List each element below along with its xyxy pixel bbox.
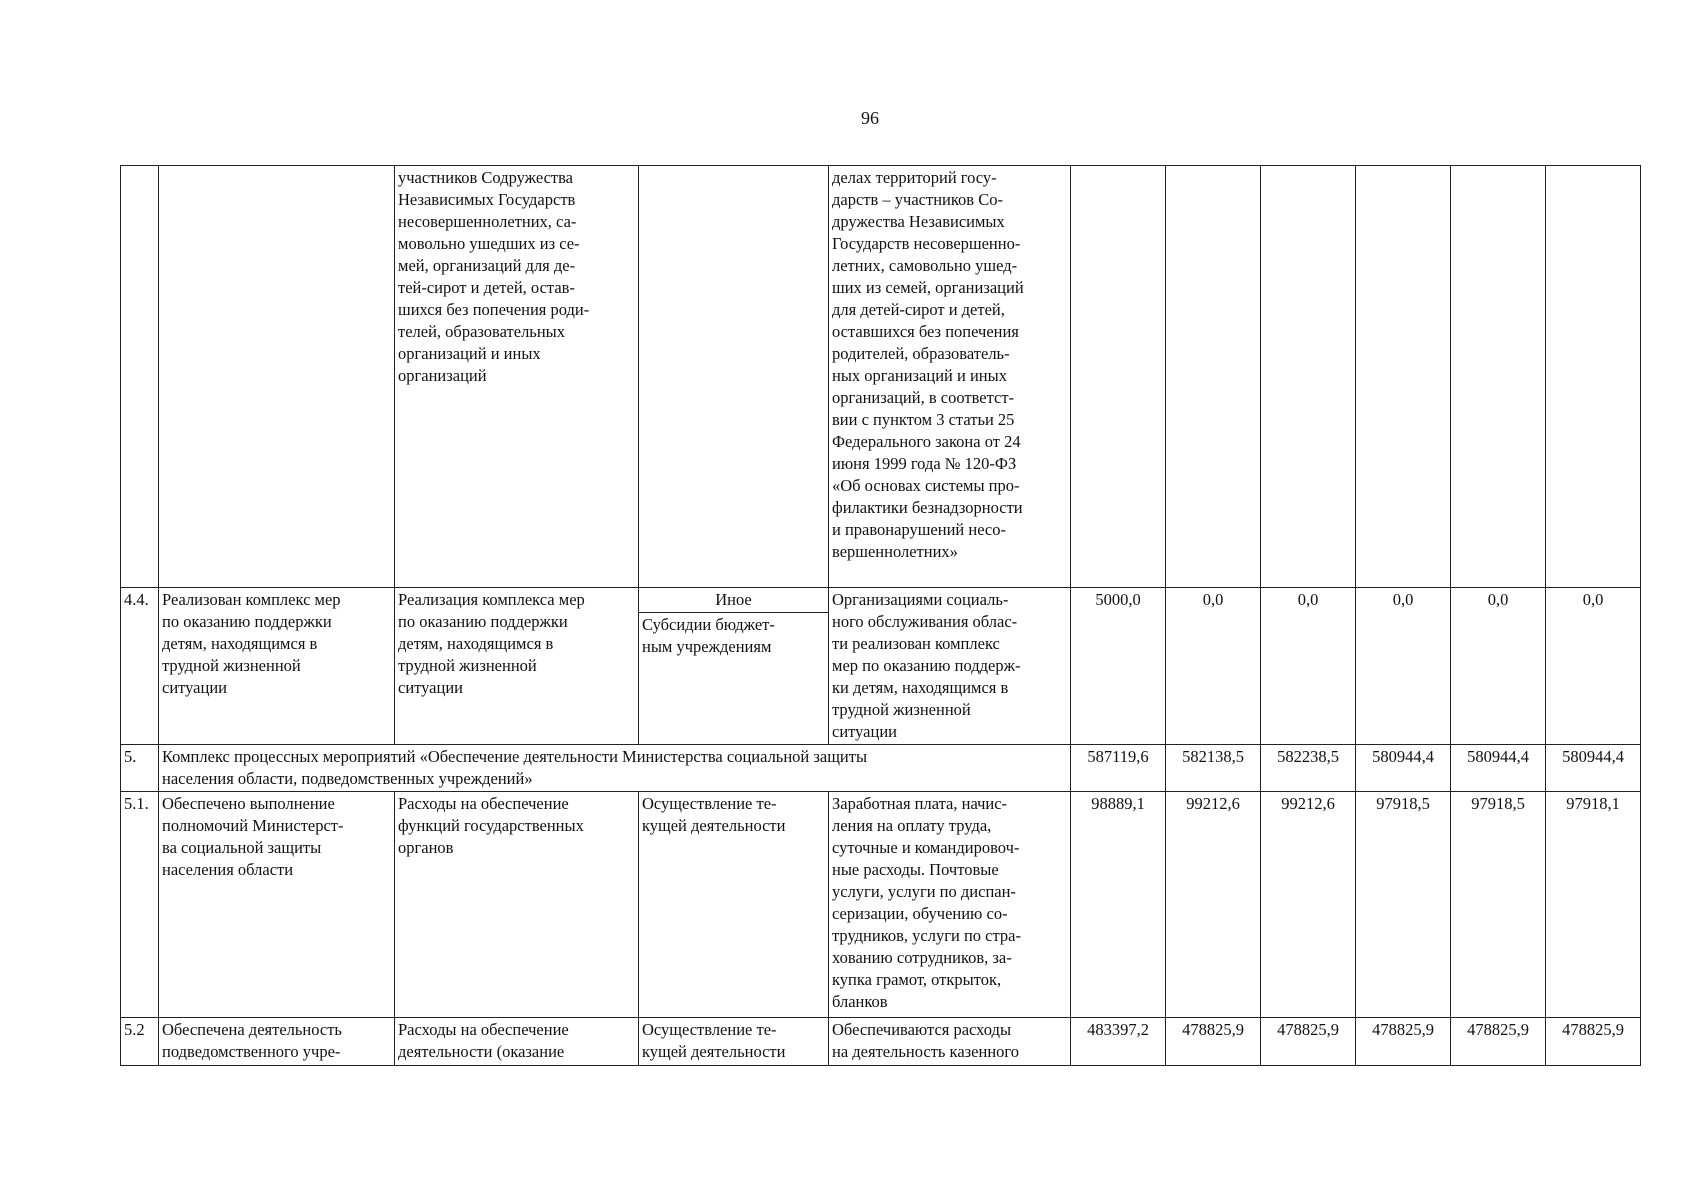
cell-index bbox=[121, 166, 159, 588]
cell-value: 0,0 bbox=[1261, 588, 1356, 745]
cell-result: Обеспечено выполнение полномочий Министерст- ва социальной защиты населения области bbox=[159, 792, 395, 1018]
row-index: 5.2 bbox=[121, 1018, 159, 1066]
cell-value: 97918,5 bbox=[1451, 792, 1546, 1018]
cell-value: 478825,9 bbox=[1356, 1018, 1451, 1066]
cell-type: Субсидии бюджет- ным учреждениям bbox=[639, 613, 829, 745]
cell-value: 580944,4 bbox=[1546, 745, 1641, 792]
section-title: Комплекс процессных мероприятий «Обеспечение деятельности Министерства социальной защиты населения области, подведомственных учреждений» bbox=[159, 745, 1071, 792]
cell-measure: Расходы на обеспечение функций государственных органов bbox=[395, 792, 639, 1018]
cell-type: Осуществление те- кущей деятельности bbox=[639, 1018, 829, 1066]
cell-result: Реализован комплекс мер по оказанию поддержки детям, находящимся в трудной жизненной ситуации bbox=[159, 588, 395, 745]
cell-type-header: Иное bbox=[639, 588, 829, 613]
cell-value: 0,0 bbox=[1546, 588, 1641, 745]
cell-value: 5000,0 bbox=[1071, 588, 1166, 745]
cell-value: 0,0 bbox=[1166, 588, 1261, 745]
cell-value: 582138,5 bbox=[1166, 745, 1261, 792]
cell-result bbox=[159, 166, 395, 588]
cell-type bbox=[639, 166, 829, 588]
cell-value: 0,0 bbox=[1451, 588, 1546, 745]
cell-value: 0,0 bbox=[1356, 588, 1451, 745]
cell-value: 478825,9 bbox=[1166, 1018, 1261, 1066]
cell-value bbox=[1356, 166, 1451, 588]
cell-value: 478825,9 bbox=[1451, 1018, 1546, 1066]
cell-value bbox=[1546, 166, 1641, 588]
cell-description: делах территорий госу- дарств – участников Со- дружества Независимых Государств несовершенно- летних, самовольно ушед- ших из семей, организаций для детей-сирот и детей, оставшихся без попечения родителей, образователь- ных организаций и иных организаций, в соответст- вии с пунктом 3 статьи 25 Федерального закона от 24 июня 1999 года № 120-ФЗ «Об основах системы про- филактики безнадзорности и правонарушений несо- вершеннолетних» bbox=[829, 166, 1071, 588]
cell-value: 580944,4 bbox=[1356, 745, 1451, 792]
page-number: 96 bbox=[861, 108, 879, 128]
cell-value: 99212,6 bbox=[1261, 792, 1356, 1018]
row-index: 5. bbox=[121, 745, 159, 792]
cell-value bbox=[1451, 166, 1546, 588]
row-index: 5.1. bbox=[121, 792, 159, 1018]
cell-value: 582238,5 bbox=[1261, 745, 1356, 792]
cell-result: Обеспечена деятельность подведомственного учре- bbox=[159, 1018, 395, 1066]
row-index: 4.4. bbox=[121, 588, 159, 745]
cell-value bbox=[1261, 166, 1356, 588]
cell-value: 98889,1 bbox=[1071, 792, 1166, 1018]
cell-type: Осуществление те- кущей деятельности bbox=[639, 792, 829, 1018]
cell-value: 97918,1 bbox=[1546, 792, 1641, 1018]
cell-value: 97918,5 bbox=[1356, 792, 1451, 1018]
cell-description: Организациями социаль- ного обслуживания облас- ти реализован комплекс мер по оказанию поддерж- ки детям, находящимся в трудной жизненной ситуации bbox=[829, 588, 1071, 745]
cell-value: 478825,9 bbox=[1546, 1018, 1641, 1066]
cell-value bbox=[1166, 166, 1261, 588]
cell-value: 587119,6 bbox=[1071, 745, 1166, 792]
table-row-5-2 bbox=[121, 1018, 1641, 1066]
table-row-4-4 bbox=[121, 588, 1641, 613]
table-row-5 bbox=[121, 745, 1641, 792]
cell-description: Заработная плата, начис- ления на оплату труда, суточные и командировоч- ные расходы. Почтовые услуги, услуги по диспан- серизации, обучению со- трудников, услуги по стра- хованию сотрудников, за- купка грамот, открыток, бланков bbox=[829, 792, 1071, 1018]
table-row-5-1 bbox=[121, 792, 1641, 1018]
cell-measure: Реализация комплекса мер по оказанию поддержки детям, находящимся в трудной жизненной ситуации bbox=[395, 588, 639, 745]
cell-value bbox=[1071, 166, 1166, 588]
cell-measure: участников Содружества Независимых Государств несовершеннолетних, са- мовольно ушедших из се- мей, организаций для де- тей-сирот и детей, остав- шихся без попечения роди- телей, образовательных организаций и иных организаций bbox=[395, 166, 639, 588]
cell-measure: Расходы на обеспечение деятельности (оказание bbox=[395, 1018, 639, 1066]
cell-value: 99212,6 bbox=[1166, 792, 1261, 1018]
cell-value: 483397,2 bbox=[1071, 1018, 1166, 1066]
cell-value: 580944,4 bbox=[1451, 745, 1546, 792]
cell-description: Обеспечиваются расходы на деятельность казенного bbox=[829, 1018, 1071, 1066]
cell-value: 478825,9 bbox=[1261, 1018, 1356, 1066]
measures-table bbox=[120, 165, 1641, 1066]
table-row-continuation bbox=[121, 166, 1641, 588]
